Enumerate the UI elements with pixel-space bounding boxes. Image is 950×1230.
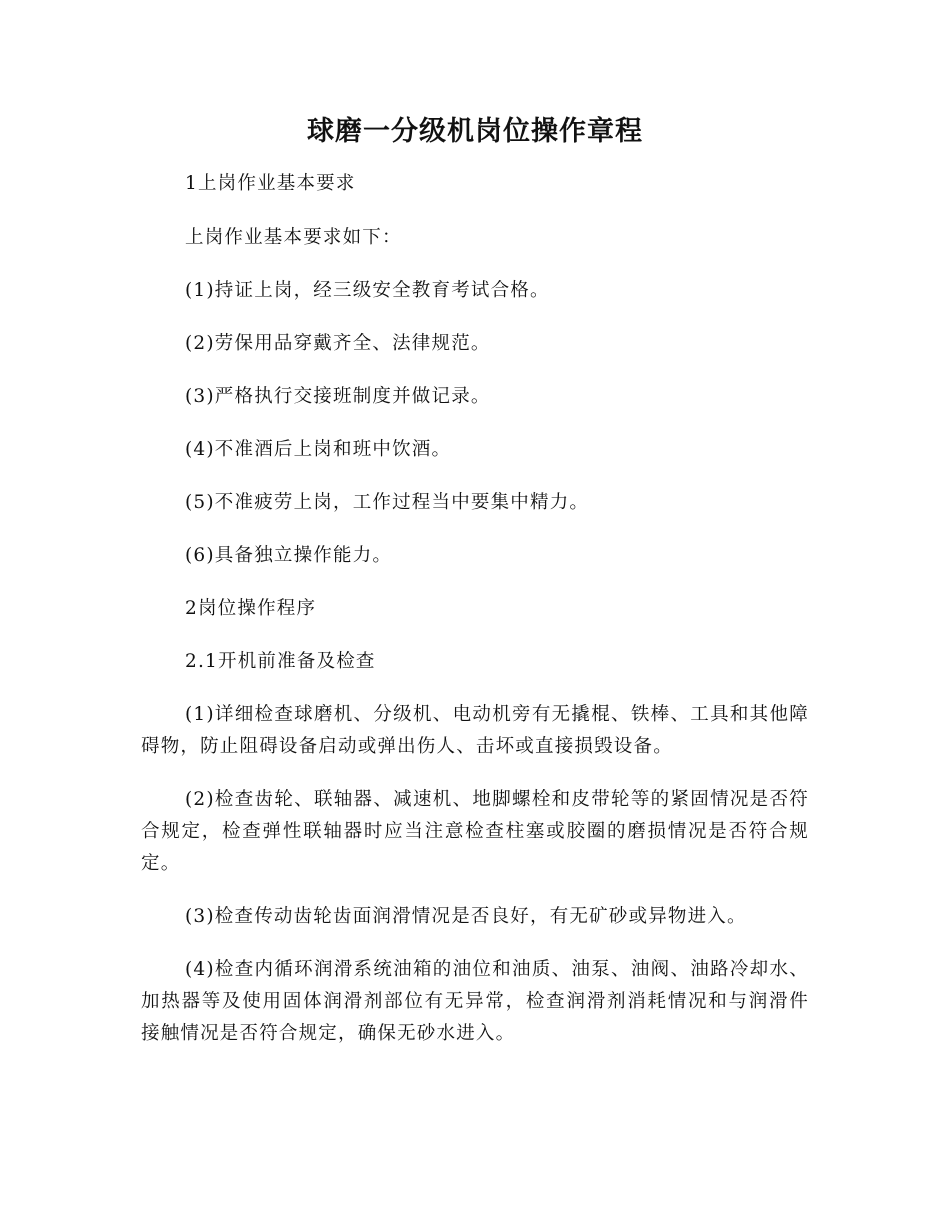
check-item-1: (1)详细检查球磨机、分级机、电动机旁有无撬棍、铁棒、工具和其他障碍物，防止阻碍设备启动或弹出伤人、击坏或直接损毁设备。 [141, 704, 809, 757]
document-title: 球磨一分级机岗位操作章程 [307, 116, 643, 147]
paragraph-intro: 上岗作业基本要求如下： [185, 227, 402, 248]
requirement-item-2: (2)劳保用品穿戴齐全、法律规范。 [185, 333, 491, 354]
requirement-item-5: (5)不准疲劳上岗，工作过程当中要集中精力。 [185, 492, 590, 513]
section-heading-2: 2岗位操作程序 [185, 598, 317, 619]
subsection-heading-2-1: 2.1开机前准备及检查 [185, 651, 376, 672]
requirement-item-3: (3)严格执行交接班制度并做记录。 [185, 386, 491, 407]
requirement-item-6: (6)具备独立操作能力。 [185, 545, 393, 566]
requirement-item-1: (1)持证上岗，经三级安全教育考试合格。 [185, 280, 550, 301]
check-item-4: (4)检查内循环润滑系统油箱的油位和油质、油泵、油阀、油路冷却水、加热器等及使用固体润滑剂部位有无异常，检查润滑剂消耗情况和与润滑件接触情况是否符合规定，确保无砂水进入。 [141, 959, 809, 1044]
check-item-3: (3)检查传动齿轮齿面润滑情况是否良好，有无矿砂或异物进入。 [185, 906, 747, 927]
requirement-item-4: (4)不准酒后上岗和班中饮酒。 [185, 439, 452, 460]
document-body [141, 168, 809, 1071]
check-item-2: (2)检查齿轮、联轴器、减速机、地脚螺栓和皮带轮等的紧固情况是否符合规定，检查弹性联轴器时应当注意检查柱塞或胶圈的磨损情况是否符合规定。 [141, 789, 809, 874]
section-heading-1: 1上岗作业基本要求 [185, 173, 356, 194]
